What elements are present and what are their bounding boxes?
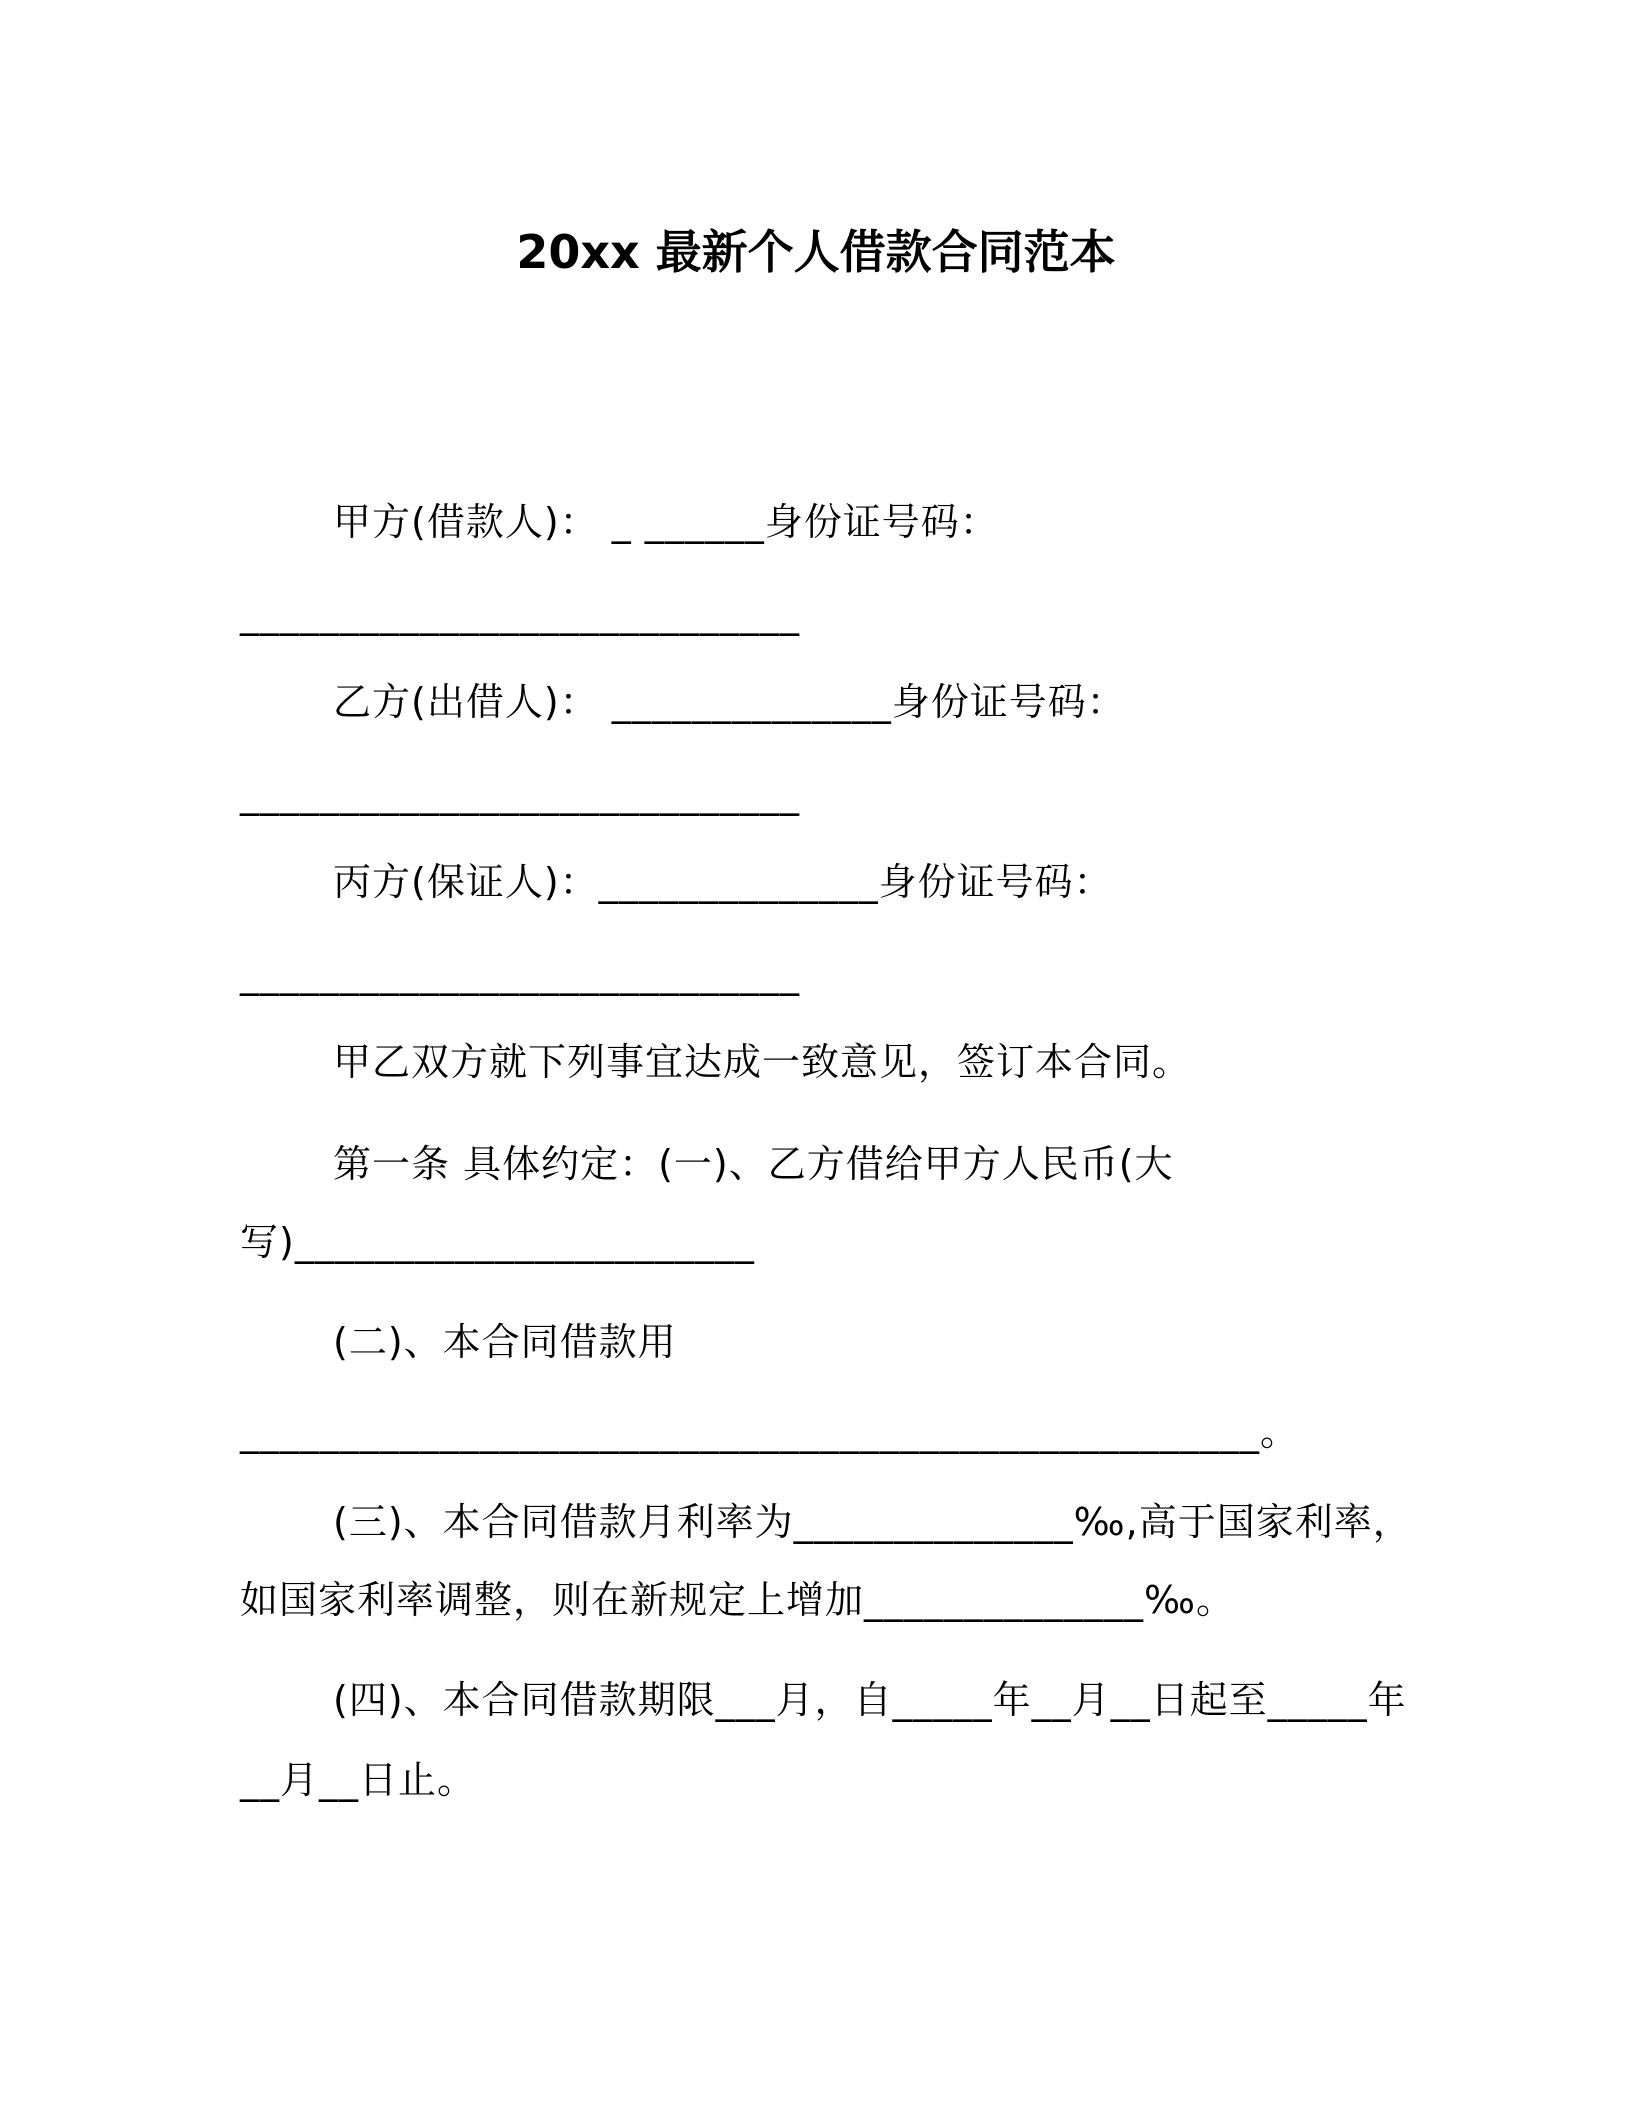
party-a-id-blank: ____________________________ bbox=[240, 592, 800, 636]
party-a-line: 甲方(借款人)： _ ______身份证号码： bbox=[333, 500, 999, 544]
interest-adjust-line: 如国家利率调整，则在新规定上增加______________‰。 bbox=[240, 1578, 1235, 1622]
party-b-id-blank: ____________________________ bbox=[240, 772, 800, 816]
loan-term-line: (四)、本合同借款期限___月，自_____年__月__日起至_____年 bbox=[333, 1678, 1407, 1722]
agreement-statement: 甲乙双方就下列事宜达成一致意见，签订本合同。 bbox=[333, 1040, 1192, 1084]
amount-uppercase-blank: 写)_______________________ bbox=[240, 1220, 755, 1264]
party-b-line: 乙方(出借人)： ______________身份证号码： bbox=[333, 680, 1126, 724]
party-c-line: 丙方(保证人)：______________身份证号码： bbox=[333, 860, 1113, 904]
interest-rate-line: (三)、本合同借款月利率为______________‰,高于国家利率， bbox=[333, 1500, 1412, 1544]
loan-purpose-blank: ___________________________________________________。 bbox=[240, 1410, 1300, 1454]
loan-purpose-line: (二)、本合同借款用 bbox=[333, 1320, 677, 1364]
article-one-line: 第一条 具体约定：(一)、乙方借给甲方人民币(大 bbox=[333, 1142, 1174, 1186]
loan-term-end-line: __月__日止。 bbox=[240, 1758, 477, 1802]
document-title: 20xx 最新个人借款合同范本 bbox=[516, 225, 1116, 279]
party-c-id-blank: ____________________________ bbox=[240, 952, 800, 996]
